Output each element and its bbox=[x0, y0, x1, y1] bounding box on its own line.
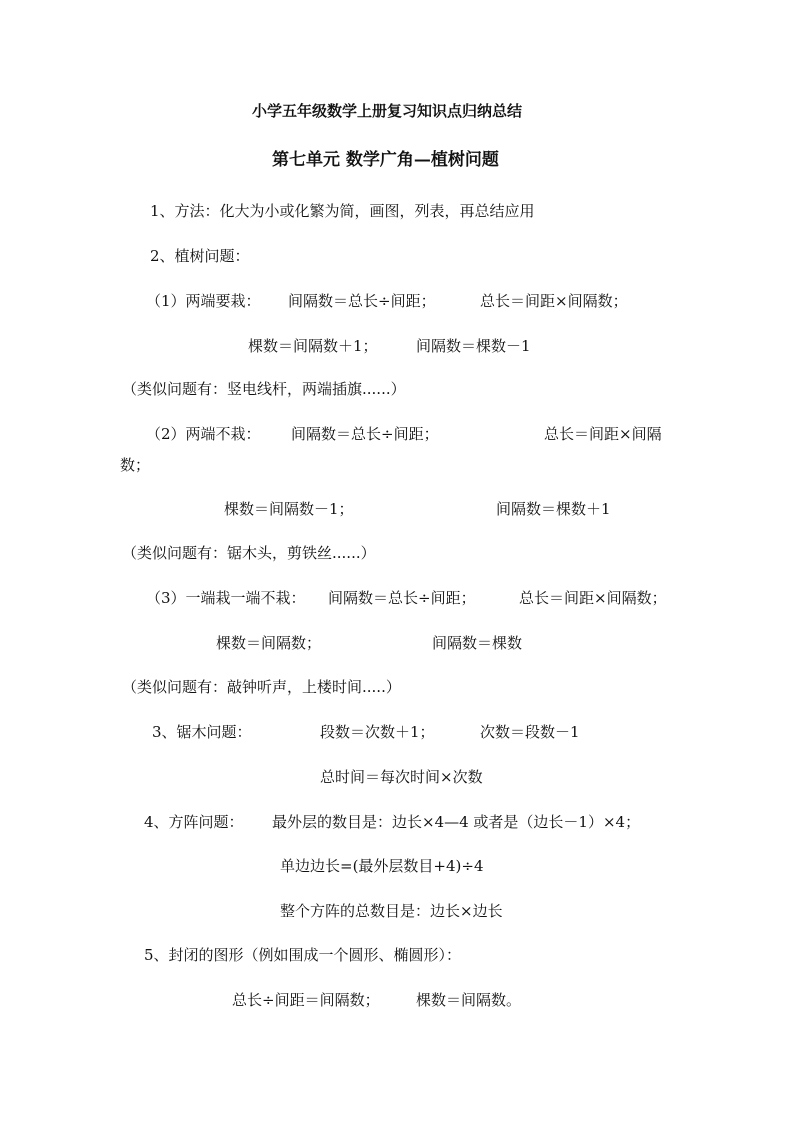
case-2-formula-2-wrap: 数； bbox=[120, 456, 151, 474]
case-3-formula-3: 棵数＝间隔数； bbox=[216, 634, 322, 652]
case-2-label: （2）两端不栽： bbox=[146, 425, 261, 443]
section-4-formula-2: 单边边长=(最外层数目+4)÷4 bbox=[280, 857, 484, 875]
case-2-formula-3: 棵数＝间隔数－1； bbox=[224, 500, 354, 518]
case-3-note: （类似问题有：敲钟听声，上楼时间.....） bbox=[122, 678, 401, 696]
case-2-formula-4: 间隔数＝棵数＋1 bbox=[496, 500, 611, 518]
case-2-formula-2: 总长＝间距×间隔 bbox=[544, 425, 662, 443]
case-1-formula-1: 间隔数＝总长÷间距； bbox=[288, 292, 436, 310]
unit-title: 第七单元 数学广角—植树问题 bbox=[272, 150, 499, 170]
section-1-method: 1、方法：化大为小或化繁为简，画图，列表，再总结应用 bbox=[150, 202, 535, 220]
section-4-formula-1: 最外层的数目是：边长×4—4 或者是（边长－1）×4； bbox=[272, 813, 641, 831]
document-title: 小学五年级数学上册复习知识点归纳总结 bbox=[252, 102, 523, 120]
section-3-formula-2: 次数＝段数－1 bbox=[480, 723, 580, 741]
case-2-formula-1: 间隔数＝总长÷间距； bbox=[291, 425, 439, 443]
case-3-formula-1: 间隔数＝总长÷间距； bbox=[328, 589, 476, 607]
case-1-formula-3: 棵数＝间隔数＋1； bbox=[248, 337, 378, 355]
case-1-formula-2: 总长＝间距×间隔数； bbox=[480, 292, 628, 310]
case-2-note: （类似问题有：锯木头，剪铁丝......） bbox=[122, 544, 376, 562]
section-5-formula-1: 总长÷间距＝间隔数； bbox=[232, 991, 380, 1009]
section-5-label: 5、封闭的图形（例如围成一个圆形、椭圆形）： bbox=[144, 946, 462, 964]
section-5-formula-2: 棵数＝间隔数。 bbox=[416, 991, 522, 1009]
section-4-label: 4、方阵问题： bbox=[144, 813, 244, 831]
case-1-label: （1）两端要栽： bbox=[146, 292, 261, 310]
case-3-formula-4: 间隔数＝棵数 bbox=[432, 634, 523, 652]
case-1-formula-4: 间隔数＝棵数－1 bbox=[416, 337, 531, 355]
case-3-formula-2: 总长＝间距×间隔数； bbox=[519, 589, 667, 607]
section-4-formula-3: 整个方阵的总数目是：边长×边长 bbox=[280, 902, 503, 920]
section-3-formula-1: 段数＝次数＋1； bbox=[320, 723, 435, 741]
section-2-heading: 2、植树问题： bbox=[150, 247, 250, 265]
case-3-label: （3）一端栽一端不栽： bbox=[146, 589, 306, 607]
section-3-formula-3: 总时间＝每次时间×次数 bbox=[320, 768, 483, 786]
case-1-note: （类似问题有：竖电线杆，两端插旗......） bbox=[122, 380, 406, 398]
section-3-label: 3、锯木问题： bbox=[152, 723, 252, 741]
